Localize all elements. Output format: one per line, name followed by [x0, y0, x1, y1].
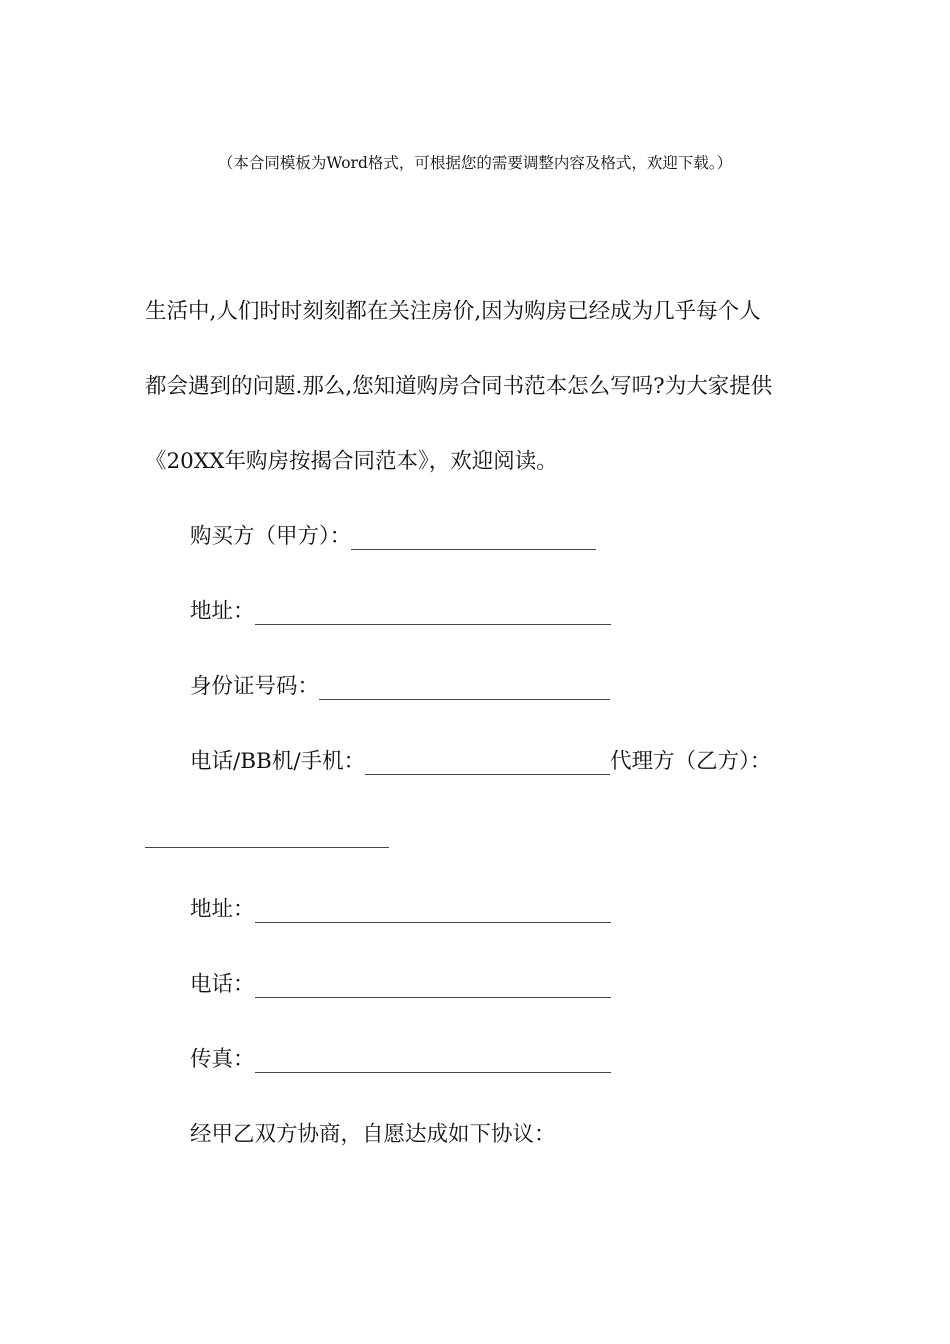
template-note: （本合同模板为Word格式，可根据您的需要调整内容及格式，欢迎下载。） [217, 154, 733, 172]
id-number-field [190, 672, 610, 702]
intro-line-3: 《20XX年购房按揭合同范本》，欢迎阅读。 [145, 449, 558, 474]
buyer-label: 购买方（甲方）： [190, 524, 352, 549]
buyer-phone-blank[interactable] [365, 750, 610, 775]
agreement-statement [190, 1120, 556, 1150]
agent-address-field [190, 895, 611, 925]
agent-address-blank[interactable] [255, 898, 611, 923]
agent-phone-label: 电话： [190, 972, 255, 997]
agent-address-label: 地址： [190, 897, 255, 922]
intro-line-1: 生活中,人们时时刻刻都在关注房价,因为购房已经成为几乎每个人 [145, 299, 761, 324]
agent-phone-field [190, 970, 611, 1000]
agent-label: 代理方（乙方）： [610, 749, 772, 774]
agent-blank[interactable] [145, 846, 389, 848]
agent-phone-blank[interactable] [255, 973, 611, 998]
id-number-label: 身份证号码： [190, 674, 320, 699]
intro-line-2: 都会遇到的问题.那么,您知道购房合同书范本怎么写吗?为大家提供 [145, 374, 773, 399]
buyer-field [190, 522, 596, 552]
agreement-text: 经甲乙双方协商，自愿达成如下协议： [190, 1122, 556, 1147]
fax-blank[interactable] [255, 1048, 611, 1073]
fax-label: 传真： [190, 1047, 255, 1072]
id-number-blank[interactable] [319, 675, 610, 700]
buyer-address-label: 地址： [190, 599, 255, 624]
buyer-phone-label: 电话/BB机/手机： [190, 749, 366, 774]
fax-field [190, 1045, 611, 1075]
buyer-phone-field [190, 747, 771, 777]
buyer-blank[interactable] [351, 525, 596, 550]
buyer-address-blank[interactable] [255, 600, 611, 625]
buyer-address-field [190, 597, 611, 627]
